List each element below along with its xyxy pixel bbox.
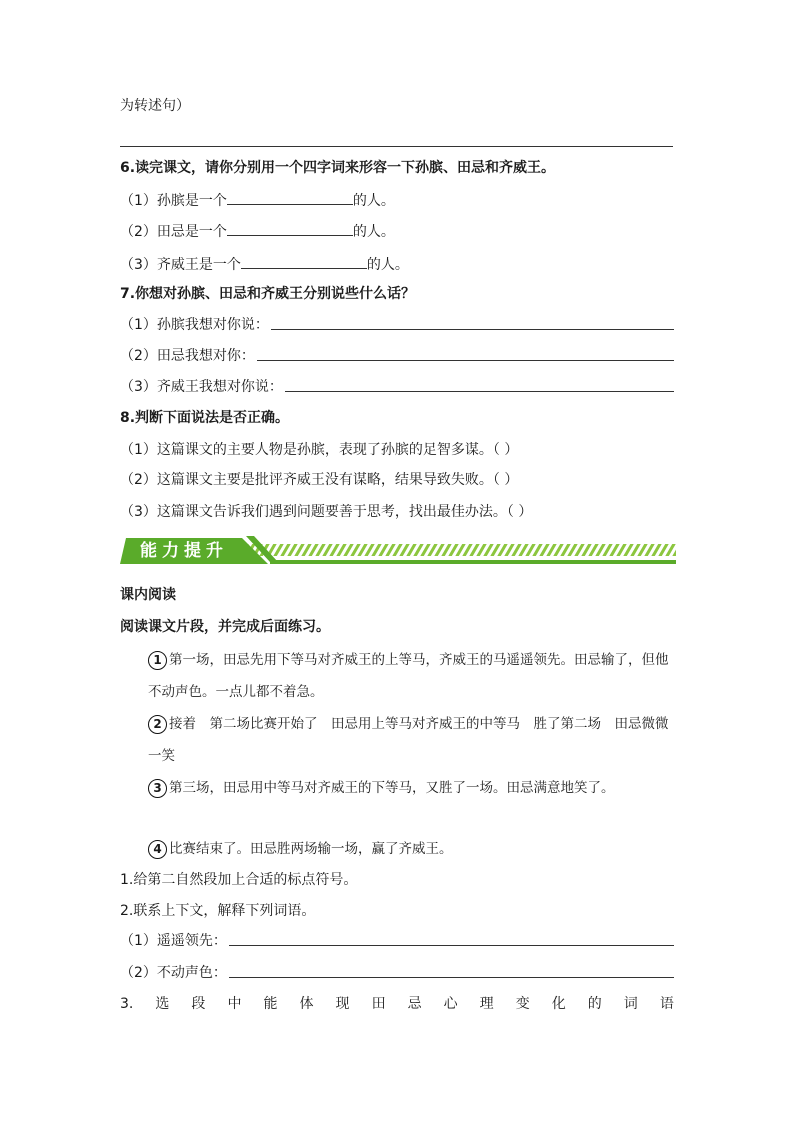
q6-item-2: [120, 221, 395, 242]
section-banner-title: 能力提升: [140, 541, 228, 561]
exercise-2-blank-2[interactable]: [229, 963, 674, 978]
paragraph-2-text: 接着 第二场比赛开始了 田忌用上等马对齐威王的中等马 胜了第二场 田忌微微一笑: [148, 716, 669, 764]
exercise-3-char: 变: [515, 996, 530, 1012]
reading-paragraph-2: [120, 708, 674, 772]
top-fragment: 为转述句）: [120, 98, 190, 114]
exercise-2-item-2: [120, 963, 674, 983]
q6-title: 6.读完课文，请你分别用一个四字词来形容一下孙膑、田忌和齐威王。: [120, 160, 556, 176]
q6-item-1-prefix: （1）孙膑是一个: [120, 193, 227, 209]
exercise-1: 1.给第二自然段加上合适的标点符号。: [120, 872, 358, 888]
exercise-3-char: 理: [479, 996, 494, 1012]
paragraph-number-4: 4: [148, 840, 167, 859]
exercise-3-char: 词: [623, 996, 638, 1012]
paragraph-number-1: 1: [148, 651, 167, 670]
reading-paragraph-3: [120, 772, 674, 804]
exercise-3-char: 化: [551, 996, 566, 1012]
q8-item-1: （1）这篇课文的主要人物是孙膑，表现了孙膑的足智多谋。（ ）: [120, 442, 519, 458]
exercise-3: [120, 994, 674, 1014]
exercise-3-char: 体: [299, 996, 314, 1012]
reading-paragraph-4: [120, 833, 674, 865]
q7-item-2: [120, 346, 674, 366]
q8-title: 8.判断下面说法是否正确。: [120, 410, 290, 426]
paragraph-3-text: 第三场，田忌用中等马对齐威王的下等马，又胜了一场。田忌满意地笑了。: [169, 780, 615, 796]
q6-item-3: [120, 254, 409, 275]
q6-blank-3[interactable]: [241, 254, 367, 269]
exercise-3-char: 3.: [120, 996, 134, 1012]
q6-item-1: [120, 190, 395, 211]
exercise-2: 2.联系上下文，解释下列词语。: [120, 903, 316, 919]
exercise-3-char: 忌: [407, 996, 422, 1012]
paragraph-1-text: 第一场，田忌先用下等马对齐威王的上等马，齐威王的马遥遥领先。田忌输了，但他不动声色。一点儿都不着急。: [148, 652, 669, 700]
paragraph-number-3: 3: [148, 779, 167, 798]
exercise-3-char: 中: [227, 996, 242, 1012]
reading-instruction: 阅读课文片段，并完成后面练习。: [120, 619, 330, 635]
q7-blank-3[interactable]: [285, 377, 674, 392]
q7-title: 7.你想对孙膑、田忌和齐威王分别说些什么话？: [120, 286, 416, 302]
exercise-2-item-1-label: （1）遥遥领先：: [120, 933, 227, 949]
q6-item-3-suffix: 的人。: [366, 257, 409, 273]
q6-blank-1[interactable]: [227, 190, 353, 205]
exercise-3-char: 现: [335, 996, 350, 1012]
answer-line-transcribe[interactable]: [120, 146, 673, 147]
q7-item-2-label: （2）田忌我想对你：: [120, 348, 255, 364]
paragraph-4-text: 比赛结束了。田忌胜两场输一场，赢了齐威王。: [169, 841, 453, 857]
exercise-3-char: 的: [587, 996, 602, 1012]
q6-item-1-suffix: 的人。: [352, 193, 395, 209]
q6-item-2-suffix: 的人。: [352, 224, 395, 240]
exercise-2-item-1: [120, 931, 674, 951]
q6-item-3-prefix: （3）齐威王是一个: [120, 257, 241, 273]
q7-blank-1[interactable]: [271, 315, 674, 330]
exercise-2-blank-1[interactable]: [229, 931, 674, 946]
q7-blank-2[interactable]: [257, 346, 674, 361]
q7-item-3: [120, 377, 674, 397]
q7-item-3-label: （3）齐威王我想对你说：: [120, 379, 283, 395]
q6-item-2-prefix: （2）田忌是一个: [120, 224, 227, 240]
q6-blank-2[interactable]: [227, 221, 353, 236]
exercise-3-char: 能: [263, 996, 278, 1012]
q8-item-2: （2）这篇课文主要是批评齐威王没有谋略，结果导致失败。（ ）: [120, 472, 519, 488]
paragraph-number-2: 2: [148, 715, 167, 734]
banner-stripes: [248, 544, 676, 556]
q7-item-1: [120, 315, 674, 335]
reading-heading: 课内阅读: [120, 587, 176, 603]
exercise-3-char: 选: [155, 996, 170, 1012]
exercise-3-char: 心: [443, 996, 458, 1012]
exercise-3-char: 语: [659, 996, 674, 1012]
exercise-3-char: 田: [371, 996, 386, 1012]
banner-underline: [270, 560, 676, 564]
reading-paragraph-1: [120, 644, 674, 708]
exercise-2-item-2-label: （2）不动声色：: [120, 965, 227, 981]
exercise-3-char: 段: [191, 996, 206, 1012]
q7-item-1-label: （1）孙膑我想对你说：: [120, 317, 269, 333]
q8-item-3: （3）这篇课文告诉我们遇到问题要善于思考，找出最佳办法。（ ）: [120, 504, 533, 520]
